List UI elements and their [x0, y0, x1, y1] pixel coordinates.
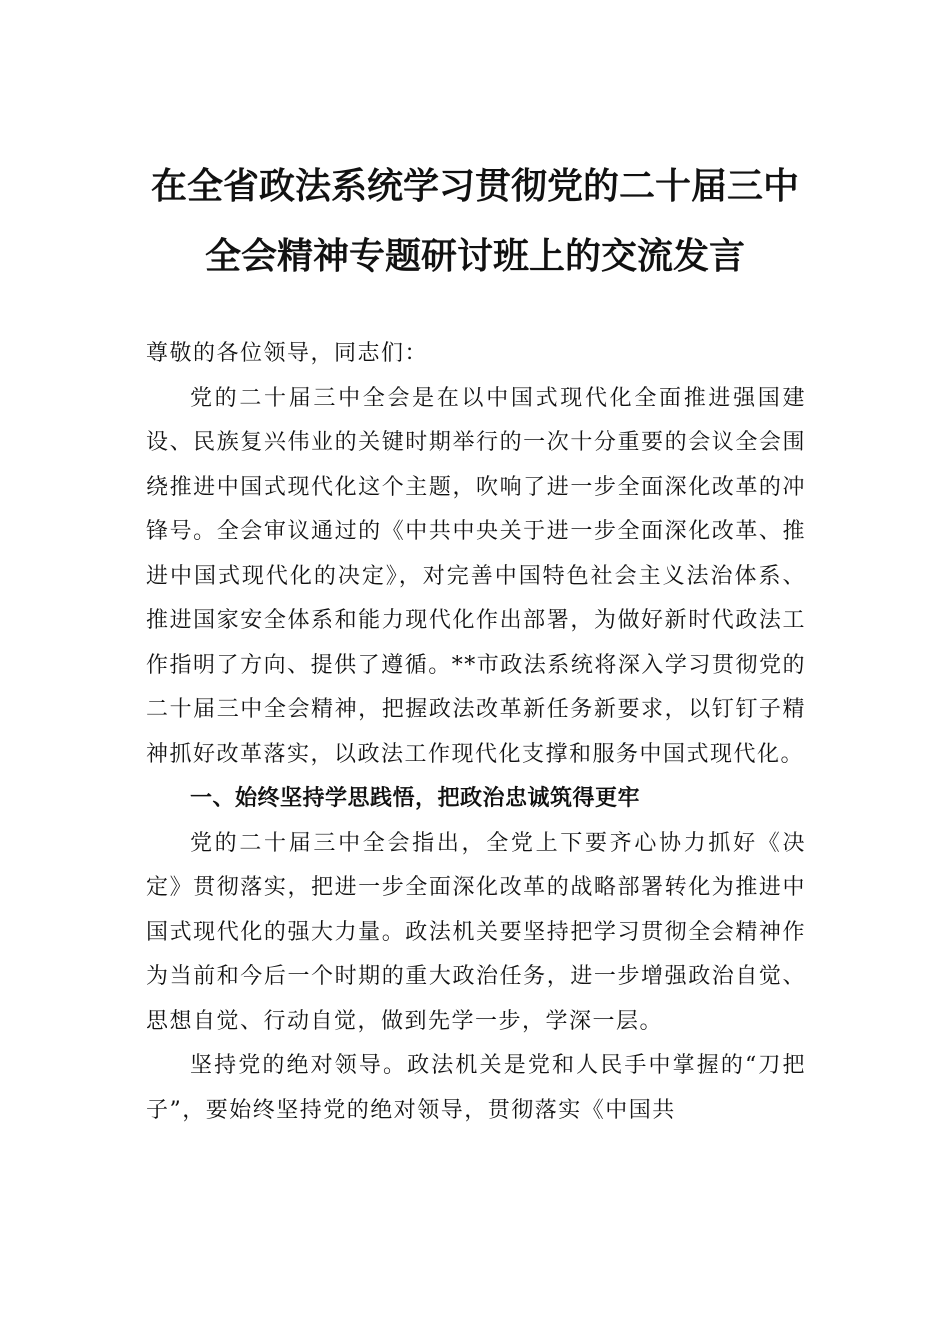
salutation: 尊敬的各位领导，同志们：: [146, 341, 429, 366]
body-paragraph-leadership: 坚持党的绝对领导。政法机关是党和人民手中掌握的“刀把子”，要始终坚持党的绝对领导，贯彻落实《中国共: [146, 1053, 806, 1123]
body-paragraph-section-1: 党的二十届三中全会指出，全党上下要齐心协力抓好《决定》贯彻落实，把进一步全面深化改革的战略部署转化为推进中国式现代化的强大力量。政法机关要坚持把学习贯彻全会精神作为当前和今后一个时期的重大政治任务，进一步增强政治自觉、思想自觉、行动自觉，做到先学一步，学深一层。: [146, 830, 806, 1034]
document-title-line-1: 在全省政法系统学习贯彻党的二十届三中: [150, 165, 799, 207]
document-title-line-2: 全会精神专题研讨班上的交流发言: [204, 235, 745, 277]
body-paragraph-intro: 党的二十届三中全会是在以中国式现代化全面推进强国建设、民族复兴伟业的关键时期举行的一次十分重要的会议全会围绕推进中国式现代化这个主题，吹响了进一步全面深化改革的冲锋号。全会审议通过的《中共中央关于进一步全面深化改革、推进中国式现代化的决定》，对完善中国特色社会主义法治体系、推进国家安全体系和能力现代化作出部署，为做好新时代政法工作指明了方向、提供了遵循。**市政法系统将深入学习贯彻党的二十届三中全会精神，把握政法改革新任务新要求，以钉钉子精神抓好改革落实，以政法工作现代化支撑和服务中国式现代化。: [146, 385, 806, 767]
document-body: [146, 332, 806, 1133]
section-heading-1: 一、始终坚持学思践悟，把政治忠诚筑得更牢: [190, 786, 641, 811]
